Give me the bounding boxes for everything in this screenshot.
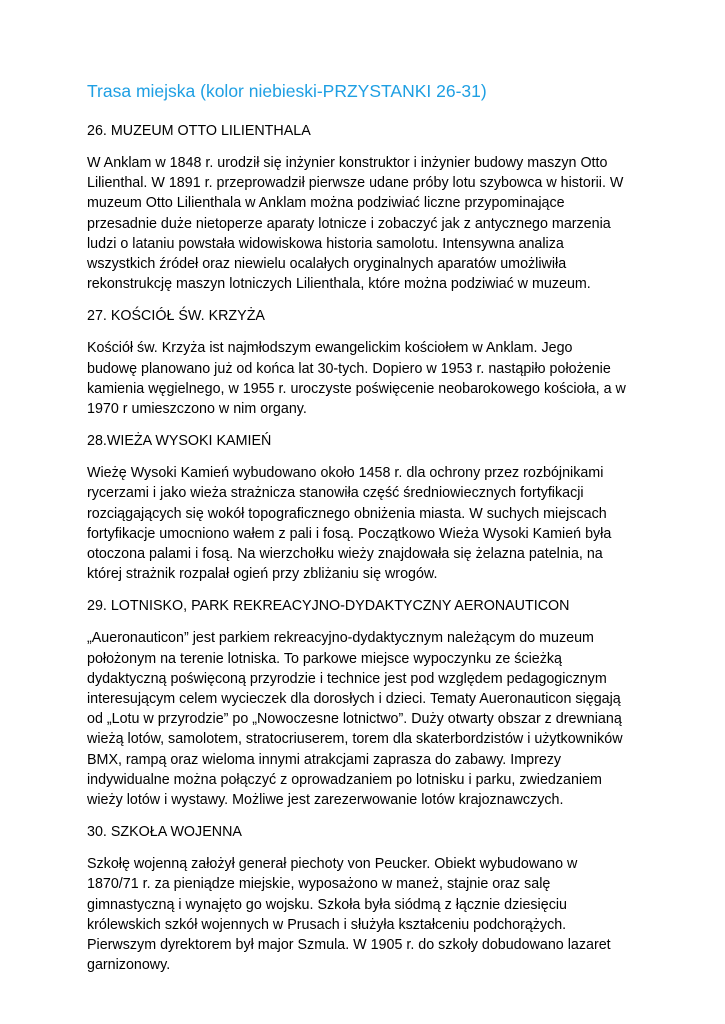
section-paragraph [87, 628, 647, 810]
section-heading: 27. KOŚCIÓŁ ŚW. KRZYŻA [87, 308, 265, 325]
document-page [87, 80, 647, 988]
section-heading: 26. MUZEUM OTTO LILIENTHALA [87, 123, 311, 139]
text-line: rozciągających się wokół topograficznego obniżenia miasta. W suchych miejscach [87, 505, 607, 522]
text-line: wszystkich źródeł oraz niewielu ocalałych oryginalnych aparatów umożliwiła [87, 256, 567, 273]
text-line: Szkołę wojenną założył generał piechoty von Peucker. Obiekt wybudowano w [87, 856, 578, 873]
text-line: BMX, rampą oraz wieloma innymi atrakcjami zaprasza do zabawy. Imprezy [87, 751, 562, 768]
text-line: dydaktyczną poświęconą przyrodzie i technice jest pod względem pedagogicznym [87, 670, 607, 687]
section-29 [87, 596, 647, 810]
text-line: W Anklam w 1848 r. urodził się inżynier konstruktor i inżynier budowy maszyn Otto [87, 155, 608, 171]
text-line: indywidualne można połączyć z oprowadzaniem po lotnisku i parku, zwiedzaniem [87, 771, 602, 788]
document-title: Trasa miejska (kolor niebieski-PRZYSTANKI 26-31) [87, 81, 487, 101]
text-line: od „Lotu w przyrodzie” po „Nowoczesne lotnictwo”. Duży otwarty obszar z drewnianą [87, 711, 622, 728]
text-line: ludzi o lataniu powstała widowiskowa historia samolotu. Intensywna analiza [87, 235, 564, 252]
text-line: „Aueronauticon” jest parkiem rekreacyjno-dydaktycznym należącym do muzeum [87, 630, 594, 647]
section-27 [87, 306, 647, 419]
text-line: rekonstrukcję maszyn lotniczych Lilienthala, które można podziwiać w muzeum. [87, 276, 591, 293]
text-line: wieży lotów i wystawy. Możliwe jest zarezerwowanie lotów krajoznawczych. [87, 792, 564, 809]
section-paragraph [87, 338, 647, 419]
text-line: przesadnie duże nietoperze aparaty lotnicze i zobaczyć jak z antycznego marzenia [87, 215, 611, 232]
text-line: Lilienthal. W 1891 r. przeprowadził pierwsze udane próby lotu szybowca w historii. W [87, 175, 624, 192]
text-line: Wieżę Wysoki Kamień wybudowano około 1458 r. dla ochrony przez rozbójnikami [87, 465, 604, 482]
section-heading: 30. SZKOŁA WOJENNA [87, 824, 242, 841]
text-line: gimnastyczną i wynajęto go wojsku. Szkoła była siódmą z łącznie dziesięciu [87, 896, 567, 913]
text-line: Kościół św. Krzyża ist najmłodszym ewangelickim kościołem w Anklam. Jego [87, 340, 573, 357]
text-line: rycerzami i jako wieża strażnicza stanowiła część średniowiecznych fortyfikacji [87, 485, 584, 502]
text-line: królewskich szkół wojennych w Prusach i służyła kształceniu podchorążych. [87, 916, 567, 933]
section-28 [87, 431, 647, 584]
text-line: interesującym celem wycieczek dla dorosłych i dzieci. Tematy Aueronauticon sięgają [87, 691, 621, 708]
section-heading: 29. LOTNISKO, PARK REKREACYJNO-DYDAKTYCZNY AERONAUTICON [87, 598, 570, 615]
text-line: Pierwszym dyrektorem był major Szmula. W 1905 r. do szkoły dobudowano lazaret [87, 937, 611, 954]
text-line: wieżą lotów, samolotem, stratocriuserem, torem dla skaterbordzistów i użytkowników [87, 731, 623, 748]
text-line: której strażnik rozpalał ogień przy zbliżaniu się wrogów. [87, 566, 438, 583]
section-30 [87, 822, 647, 975]
text-line: położonym na terenie lotniska. To parkowe miejsce wypoczynku ze ścieżką [87, 650, 562, 667]
text-line: kamienia węgielnego, w 1955 r. uroczyste poświęcenie neobarokowego kościoła, a w [87, 380, 626, 397]
section-26 [87, 121, 647, 294]
text-line: budowę planowano już od końca lat 30-tych. Dopiero w 1953 r. nastąpiło położenie [87, 360, 611, 377]
text-line: otoczona palami i fosą. Na wierzchołku wieży znajdowała się żelazna patelnia, na [87, 546, 603, 563]
text-line: muzeum Otto Lilienthala w Anklam można podziwiać liczne przypominające [87, 195, 565, 212]
section-paragraph [87, 463, 647, 584]
section-paragraph [87, 854, 647, 975]
text-line: garnizonowy. [87, 957, 171, 974]
text-line: fortyfikacje umocniono wałem z pali i fosą. Początkowo Wieża Wysoki Kamień była [87, 525, 612, 542]
section-heading: 28.WIEŻA WYSOKI KAMIEŃ [87, 433, 272, 450]
section-paragraph [87, 153, 647, 294]
text-line: 1970 r umieszczono w nim organy. [87, 401, 307, 418]
text-line: 1870/71 r. za pieniądze miejskie, wyposażono w maneż, stajnie oraz salę [87, 876, 551, 893]
